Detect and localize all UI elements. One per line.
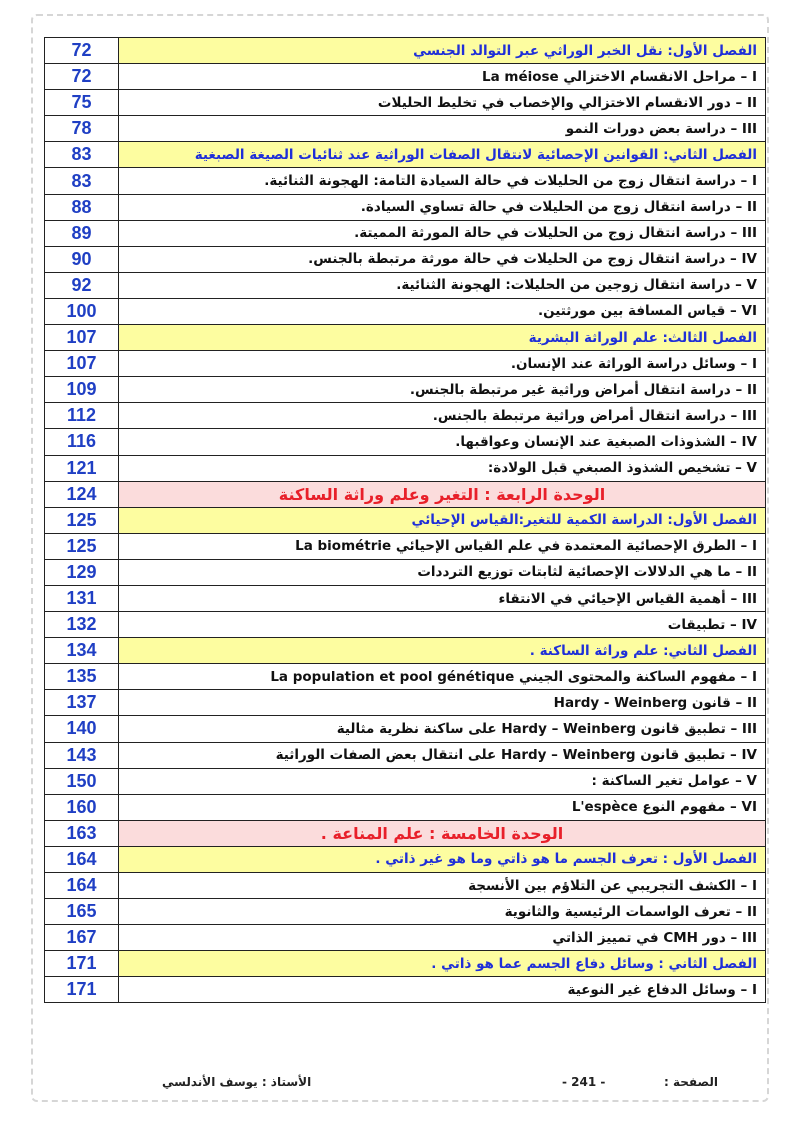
toc-item-row bbox=[45, 116, 766, 142]
toc-page-number: 143 bbox=[45, 742, 119, 768]
toc-page-number: 171 bbox=[45, 951, 119, 977]
footer-page-number: - 241 - bbox=[562, 1075, 606, 1089]
toc-page-number: 75 bbox=[45, 90, 119, 116]
toc-page-number: 163 bbox=[45, 820, 119, 846]
toc-entry-title: II – ما هي الدلالات الإحصائية لثابتات توزيع الترددات bbox=[119, 559, 766, 585]
toc-chapter-row bbox=[45, 38, 766, 64]
toc-entry-title: الفصل الثالث: علم الوراثة البشرية bbox=[119, 325, 766, 351]
toc-item-row bbox=[45, 768, 766, 794]
toc-page-number: 112 bbox=[45, 403, 119, 429]
toc-page-number: 125 bbox=[45, 507, 119, 533]
toc-page-number: 107 bbox=[45, 325, 119, 351]
toc-chapter-row bbox=[45, 507, 766, 533]
toc-page-number: 171 bbox=[45, 977, 119, 1003]
toc-page-number: 164 bbox=[45, 873, 119, 899]
toc-page-number: 90 bbox=[45, 246, 119, 272]
toc-entry-title: I – الطرق الإحصائية المعتمدة في علم القياس الإحيائي La biométrie bbox=[119, 533, 766, 559]
toc-page-number: 116 bbox=[45, 429, 119, 455]
toc-entry-title: III – دراسة انتقال زوج من الحليلات في حالة المورثة المميتة. bbox=[119, 220, 766, 246]
toc-item-row bbox=[45, 899, 766, 925]
toc-chapter-row bbox=[45, 846, 766, 872]
toc-entry-title: III – دراسة بعض دورات النمو bbox=[119, 116, 766, 142]
toc-entry-title: I – وسائل دراسة الوراثة عند الإنسان. bbox=[119, 351, 766, 377]
toc-page-number: 167 bbox=[45, 925, 119, 951]
toc-chapter-row bbox=[45, 142, 766, 168]
toc-item-row bbox=[45, 794, 766, 820]
toc-item-row bbox=[45, 403, 766, 429]
toc-chapter-row bbox=[45, 638, 766, 664]
toc-entry-title: II – قانون Hardy - Weinberg bbox=[119, 690, 766, 716]
toc-entry-title: III – أهمية القياس الإحيائي في الانتقاء bbox=[119, 585, 766, 611]
toc-entry-title: الوحدة الخامسة : علم المناعة . bbox=[119, 820, 766, 846]
toc-page-number: 78 bbox=[45, 116, 119, 142]
toc-entry-title: II – دور الانقسام الاختزالي والإخصاب في تخليط الحليلات bbox=[119, 90, 766, 116]
toc-entry-title: الفصل الأول: نقل الخبر الوراثي عبر التوالد الجنسي bbox=[119, 38, 766, 64]
page-footer bbox=[44, 1075, 766, 1095]
toc-item-row bbox=[45, 429, 766, 455]
toc-chapter-row bbox=[45, 325, 766, 351]
toc-entry-title: III – دراسة انتقال أمراض وراثية مرتبطة بالجنس. bbox=[119, 403, 766, 429]
toc-page-number: 132 bbox=[45, 612, 119, 638]
toc-item-row bbox=[45, 585, 766, 611]
toc-page-number: 140 bbox=[45, 716, 119, 742]
toc-entry-title: V – عوامل تغير الساكنة : bbox=[119, 768, 766, 794]
toc-page-number: 164 bbox=[45, 846, 119, 872]
toc-item-row bbox=[45, 742, 766, 768]
toc-entry-title: II – تعرف الواسمات الرئيسية والثانوية bbox=[119, 899, 766, 925]
toc-page-number: 160 bbox=[45, 794, 119, 820]
toc-item-row bbox=[45, 716, 766, 742]
toc-item-row bbox=[45, 690, 766, 716]
toc-page-number: 72 bbox=[45, 64, 119, 90]
toc-entry-title: الفصل الثاني: علم وراثة الساكنة . bbox=[119, 638, 766, 664]
toc-entry-title: VI – قياس المسافة بين مورثتين. bbox=[119, 298, 766, 324]
toc-entry-title: V – تشخيص الشذوذ الصبغي قبل الولادة: bbox=[119, 455, 766, 481]
toc-item-row bbox=[45, 64, 766, 90]
toc-entry-title: I – مراحل الانقسام الاختزالي La méiose bbox=[119, 64, 766, 90]
table-of-contents bbox=[44, 37, 766, 1003]
toc-item-row bbox=[45, 873, 766, 899]
toc-unit-row bbox=[45, 820, 766, 846]
toc-entry-title: I – وسائل الدفاع غير النوعية bbox=[119, 977, 766, 1003]
toc-item-row bbox=[45, 664, 766, 690]
toc-item-row bbox=[45, 977, 766, 1003]
toc-page-number: 83 bbox=[45, 142, 119, 168]
toc-entry-title: IV – الشذوذات الصبغية عند الإنسان وعواقبها. bbox=[119, 429, 766, 455]
toc-page-number: 121 bbox=[45, 455, 119, 481]
toc-entry-title: III – تطبيق قانون Hardy – Weinberg على ساكنة نظرية مثالية bbox=[119, 716, 766, 742]
toc-entry-title: I – الكشف التجريبي عن التلاؤم بين الأنسجة bbox=[119, 873, 766, 899]
toc-entry-title: IV – تطبيقات bbox=[119, 612, 766, 638]
toc-item-row bbox=[45, 925, 766, 951]
toc-item-row bbox=[45, 351, 766, 377]
toc-item-row bbox=[45, 194, 766, 220]
toc-page-number: 137 bbox=[45, 690, 119, 716]
toc-page-number: 100 bbox=[45, 298, 119, 324]
toc-item-row bbox=[45, 272, 766, 298]
toc-entry-title: IV – دراسة انتقال زوج من الحليلات في حالة مورثة مرتبطة بالجنس. bbox=[119, 246, 766, 272]
toc-entry-title: II – دراسة انتقال أمراض وراثية غير مرتبطة بالجنس. bbox=[119, 377, 766, 403]
toc-page-number: 88 bbox=[45, 194, 119, 220]
toc-page-number: 124 bbox=[45, 481, 119, 507]
toc-entry-title: III – دور CMH في تمييز الذاتي bbox=[119, 925, 766, 951]
toc-entry-title: I – دراسة انتقال زوج من الحليلات في حالة السيادة التامة: الهجونة الثنائية. bbox=[119, 168, 766, 194]
toc-entry-title: الفصل الثاني : وسائل دفاع الجسم عما هو ذاتي . bbox=[119, 951, 766, 977]
footer-author: الأستاذ : يوسف الأندلسي bbox=[162, 1075, 312, 1089]
toc-page-number: 135 bbox=[45, 664, 119, 690]
toc-entry-title: الفصل الثاني: القوانين الإحصائية لانتقال الصفات الوراثية عند ثنائيات الصيغة الصبغية bbox=[119, 142, 766, 168]
toc-item-row bbox=[45, 298, 766, 324]
toc-item-row bbox=[45, 377, 766, 403]
toc-item-row bbox=[45, 246, 766, 272]
toc-page-number: 109 bbox=[45, 377, 119, 403]
toc-item-row bbox=[45, 90, 766, 116]
toc-entry-title: II – دراسة انتقال زوج من الحليلات في حالة تساوي السيادة. bbox=[119, 194, 766, 220]
toc-entry-title: الفصل الأول : تعرف الجسم ما هو ذاتي وما هو غير ذاتي . bbox=[119, 846, 766, 872]
toc-entry-title: I – مفهوم الساكنة والمحتوى الجيني La population et pool génétique bbox=[119, 664, 766, 690]
toc-entry-title: IV – تطبيق قانون Hardy – Weinberg على انتقال بعض الصفات الوراثية bbox=[119, 742, 766, 768]
footer-page-label: الصفحة : bbox=[664, 1075, 718, 1089]
toc-page-number: 150 bbox=[45, 768, 119, 794]
toc-page-number: 92 bbox=[45, 272, 119, 298]
toc-page-number: 131 bbox=[45, 585, 119, 611]
toc-page-number: 89 bbox=[45, 220, 119, 246]
toc-entry-title: VI – مفهوم النوع L'espèce bbox=[119, 794, 766, 820]
toc-page-number: 107 bbox=[45, 351, 119, 377]
toc-page-number: 134 bbox=[45, 638, 119, 664]
toc-item-row bbox=[45, 533, 766, 559]
toc-page-number: 83 bbox=[45, 168, 119, 194]
toc-page-number: 72 bbox=[45, 38, 119, 64]
toc-item-row bbox=[45, 455, 766, 481]
toc-item-row bbox=[45, 168, 766, 194]
toc-page-number: 125 bbox=[45, 533, 119, 559]
toc-entry-title: الفصل الأول: الدراسة الكمية للتغير:القياس الإحيائي bbox=[119, 507, 766, 533]
toc-page-number: 165 bbox=[45, 899, 119, 925]
toc-item-row bbox=[45, 220, 766, 246]
toc-entry-title: V – دراسة انتقال زوجين من الحليلات: الهجونة الثنائية. bbox=[119, 272, 766, 298]
toc-item-row bbox=[45, 559, 766, 585]
toc-unit-row bbox=[45, 481, 766, 507]
toc-page-number: 129 bbox=[45, 559, 119, 585]
toc-chapter-row bbox=[45, 951, 766, 977]
toc-item-row bbox=[45, 612, 766, 638]
toc-entry-title: الوحدة الرابعة : التغير وعلم وراثة الساكنة bbox=[119, 481, 766, 507]
